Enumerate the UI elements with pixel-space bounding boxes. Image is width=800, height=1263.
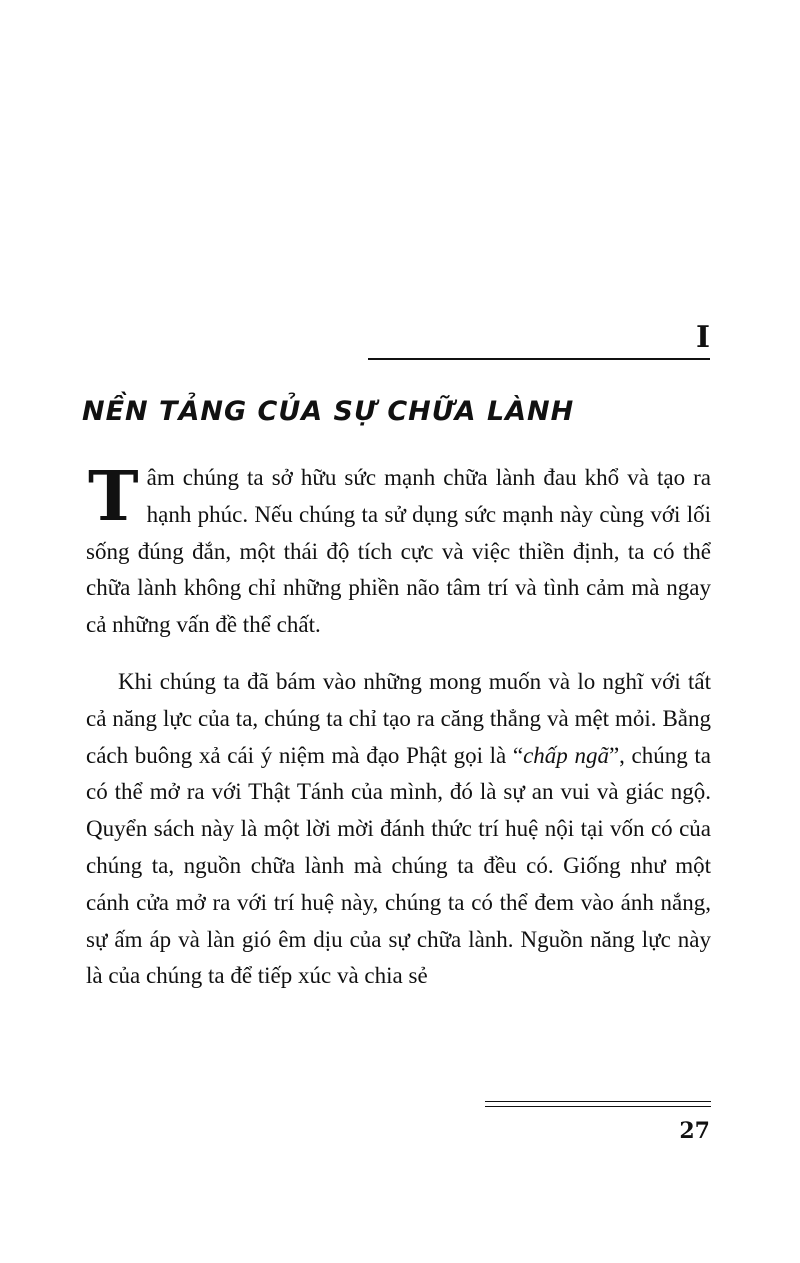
page-number: 27 — [679, 1118, 710, 1144]
chapter-divider-line — [368, 358, 710, 360]
footer-rule-bottom — [485, 1106, 711, 1107]
paragraph-2-text-start: Khi chúng ta đã bám vào những mong muốn và lo nghĩ với tất cả năng lực của ta, chúng ta chỉ tạo ra căng thẳng và mệt mỏi. Bằng cách buông xả cái ý niệm mà đạo Phật gọi là “ — [86, 668, 711, 768]
footer-rule-top — [485, 1101, 711, 1102]
chapter-title: NỀN TẢNG CỦA SỰ CHỮA LÀNH — [82, 396, 575, 427]
paragraph-1 — [86, 457, 711, 644]
paragraph-2-emphasis: chấp ngã — [523, 742, 609, 768]
drop-cap-letter: T — [88, 457, 139, 537]
paragraph-2-text-end: ”, chúng ta có thể mở ra với Thật Tánh của mình, đó là sự an vui và giác ngộ. Quyển sách này là một lời mời đánh thức trí huệ nội tại vốn có của chúng ta, nguồn chữa lành mà chúng ta đều có. Giống như một cánh cửa mở ra với trí huệ này, chúng ta có thể đem vào ánh nắng, sự ấm áp và làn gió êm dịu của sự chữa lành. Nguồn năng lực này là của chúng ta để tiếp xúc và chia sẻ — [86, 742, 712, 989]
chapter-number: I — [695, 320, 710, 355]
paragraph-2 — [86, 664, 711, 995]
body-text — [86, 457, 712, 995]
paragraph-1-text: âm chúng ta sở hữu sức mạnh chữa lành đau khổ và tạo ra hạnh phúc. Nếu chúng ta sử dụng sức mạnh này cùng với lối sống đúng đắn, một thái độ tích cực và việc thiền định, ta có thể chữa lành không chỉ những phiền não tâm trí và tình cảm mà ngay cả những vấn đề thể chất. — [86, 465, 711, 638]
